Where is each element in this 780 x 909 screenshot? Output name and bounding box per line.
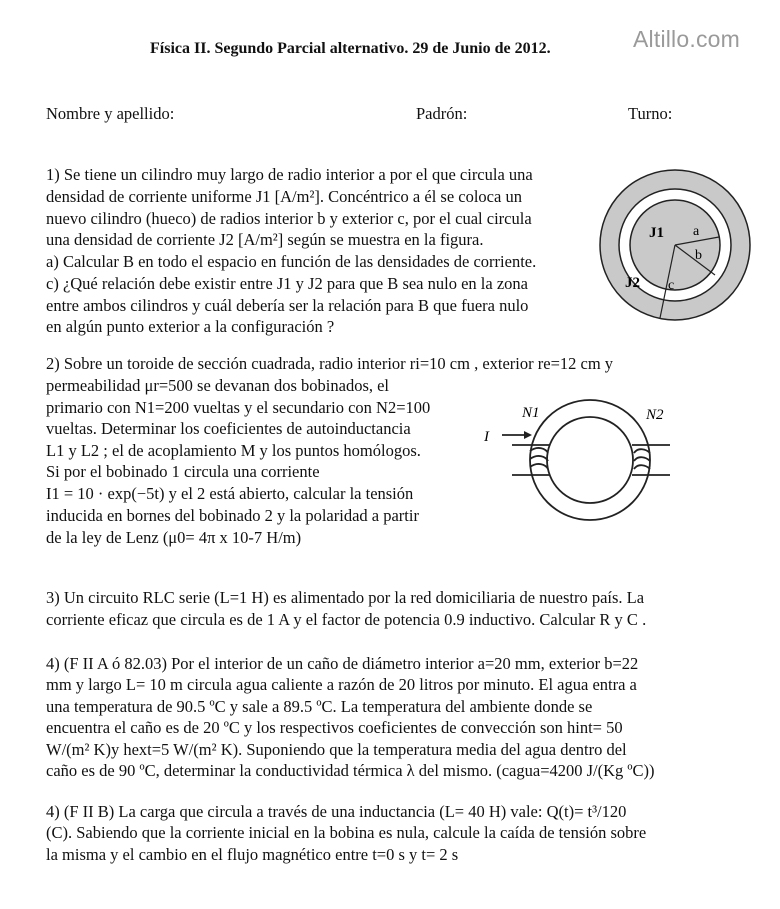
problem-4b-line: la misma y el cambio en el flujo magnético entre t=0 s y t= 2 s bbox=[46, 845, 459, 864]
problem-1-line: 1) Se tiene un cilindro muy largo de radio interior a por el que circula una bbox=[46, 165, 533, 184]
n2-label: N2 bbox=[646, 407, 664, 423]
radius-c-label: c bbox=[668, 278, 675, 293]
problem-2-line: primario con N1=200 vueltas y el secundario con N2=100 bbox=[46, 398, 431, 417]
problem-4a-line: mm y largo L= 10 m circula agua caliente a razón de 20 litros por minuto. El agua entra a bbox=[46, 675, 637, 694]
problem-4a-line: una temperatura de 90.5 ºC y sale a 89.5 ºC. La temperatura del ambiente donde se bbox=[46, 697, 593, 716]
toroid-figure bbox=[478, 395, 703, 525]
j1-label: J1 bbox=[649, 225, 664, 241]
problem-4a-line: W/(m² K)y hext=5 W/(m² K). Suponiendo que la temperatura media del agua dentro del bbox=[46, 740, 627, 759]
problem-1-line: densidad de corriente uniforme J1 [A/m²]. Concéntrico a él se coloca un bbox=[46, 187, 522, 206]
problem-2-line: 2) Sobre un toroide de sección cuadrada, radio interior ri=10 cm , exterior re=12 cm y bbox=[46, 354, 614, 373]
watermark-logo: Altillo.com bbox=[633, 26, 741, 52]
problem-4b-line: 4) (F II B) La carga que circula a través de una inductancia (L= 40 H) vale: Q(t)= t³/120 bbox=[46, 802, 627, 821]
problem-2-line: L1 y L2 ; el de acoplamiento M y los puntos homólogos. bbox=[46, 441, 421, 460]
concentric-cylinders-figure bbox=[595, 165, 755, 325]
j2-label: J2 bbox=[625, 275, 640, 291]
turno-label: Turno: bbox=[628, 104, 673, 123]
exam-title: Física II. Segundo Parcial alternativo. 29 de Junio de 2012. bbox=[150, 40, 551, 57]
problem-1-line: a) Calcular B en todo el espacio en función de las densidades de corriente. bbox=[46, 252, 537, 271]
problem-2-line: vueltas. Determinar los coeficientes de autoinductancia bbox=[46, 419, 411, 438]
problem-2-line: de la ley de Lenz (μ0= 4π x 10-7 H/m) bbox=[46, 528, 302, 547]
radius-a-label: a bbox=[693, 224, 700, 239]
problem-2-line: permeabilidad μr=500 se devanan dos bobinados, el bbox=[46, 376, 390, 395]
problem-3-line: 3) Un circuito RLC serie (L=1 H) es alimentado por la red domiciliaria de nuestro país. La bbox=[46, 588, 645, 607]
problem-1-line: c) ¿Qué relación debe existir entre J1 y J2 para que B sea nulo en la zona bbox=[46, 274, 528, 293]
problem-2-line: inducida en bornes del bobinado 2 y la polaridad a partir bbox=[46, 506, 419, 525]
problem-1-line: una densidad de corriente J2 [A/m²] según se muestra en la figura. bbox=[46, 230, 484, 249]
problem-4b-line: (C). Sabiendo que la corriente inicial en la bobina es nula, calcule la caída de tensión sobre bbox=[46, 823, 647, 842]
radius-b-label: b bbox=[695, 248, 702, 263]
problem-1-line: entre ambos cilindros y cuál debería ser la relación para B que fuera nulo bbox=[46, 296, 529, 315]
problem-4a-line: encuentra el caño es de 20 ºC y los respectivos coeficientes de convección son hint= 50 bbox=[46, 718, 623, 737]
n1-label: N1 bbox=[522, 405, 540, 421]
current-label: I bbox=[484, 429, 489, 445]
problem-4a-line: caño es de 90 ºC, determinar la conductividad térmica λ del mismo. (cagua=4200 J/(Kg ºC)) bbox=[46, 761, 655, 780]
problem-1-line: en algún punto exterior a la configuración ? bbox=[46, 317, 335, 336]
problem-2-line: Si por el bobinado 1 circula una corriente bbox=[46, 462, 320, 481]
problem-1-line: nuevo cilindro (hueco) de radios interior b y exterior c, por el cual circula bbox=[46, 209, 532, 228]
problem-2-line: I1 = 10 · exp(−5t) y el 2 está abierto, calcular la tensión bbox=[46, 484, 414, 503]
padron-label: Padrón: bbox=[416, 104, 468, 123]
name-label: Nombre y apellido: bbox=[46, 104, 175, 123]
problem-3-line: corriente eficaz que circula es de 1 A y el factor de potencia 0.9 inductivo. Calcular R y C . bbox=[46, 610, 647, 629]
problem-4a-line: 4) (F II A ó 82.03) Por el interior de un caño de diámetro interior a=20 mm, exterior b=22 bbox=[46, 654, 639, 673]
